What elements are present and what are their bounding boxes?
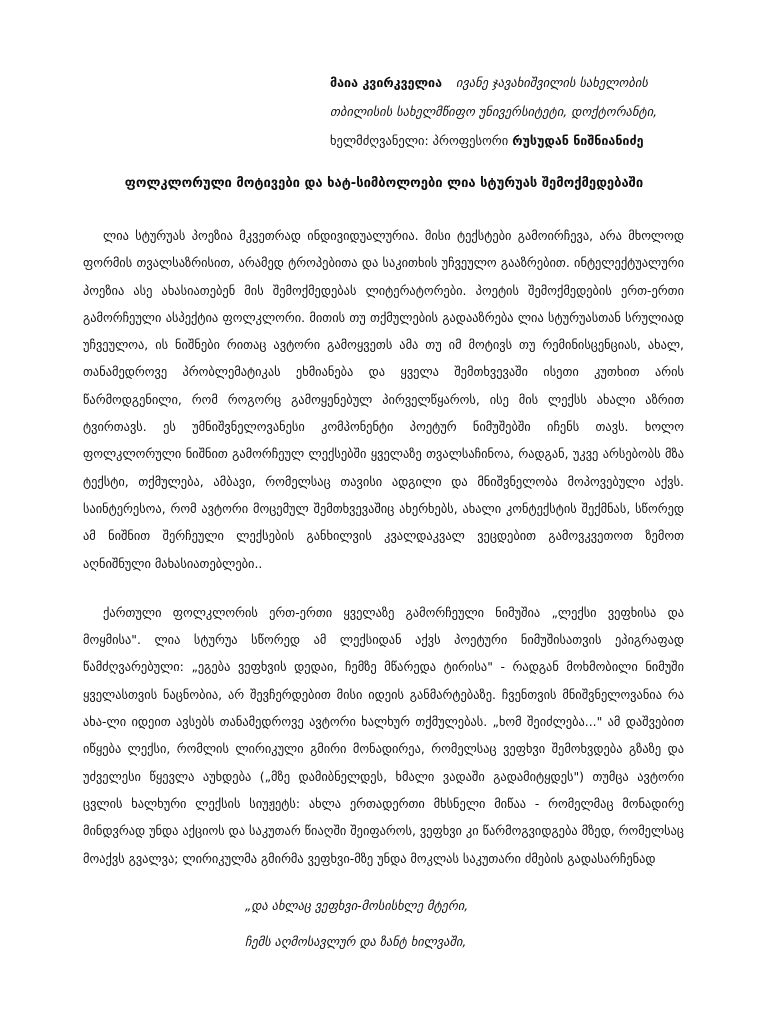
paragraph-1: ლია სტურუას პოეზია მკვეთრად ინდივიდუალურია. მისი ტექსტები გამოირჩევა, არა მხოლოდ ფორმის თვალსაზრისით, არამედ ტროპებითა და საკითხის უჩვეულო გააზრებით. ინტელექტუალური პოეზია ასე ახასიათებენ მის შემოქმედებას ლიტერატორები. პოეტის შემოქმედების ერთ-ერთი გამორჩეული ასპექტია ფოლკლორი. მითის თუ თქმულების გადააზრება ლია სტურუასთან სრულიად უჩვეულოა, ის ნიშნები რითაც ავტორი გამოყვეთს ამა თუ იმ მოტივს თუ რემინისცენციას, ახალ, თანამედროვე პრობლემატიკას ეხმიანება და ყველა შემთხვევაში ისეთი კუთხით არის წარმოდგენილი, რომ როგორც გამოყენებულ პირველწყაროს, ისე მის ლექსს ახალი აზრით ტვირთავს. ეს უმნიშვნელოვანესი კომპონენტი პოეტურ ნიმუშებში იჩენს თავს. ხოლო ფოლკლორული ნიშნით გამორჩეულ ლექსებში ყველაზე თვალსაჩინოა, რადგან, უკვე არსებობს მზა ტექსტი, თქმულება, ამბავი, რომელსაც თავისი ადგილი და მნიშვნელობა მოპოვებული აქვს. საინტერესოა, რომ ავტორი მოცემულ შემთხვევაშიც ახერხებს, ახალი კონტექსტის შექმნას, სწორედ ამ ნიშნით შერჩეული ლექსების განხილვის კვალდაკვალ ვეცდებით გამოვკვეთოთ ზემოთ აღნიშნული მახასიათებლები.. bbox=[83, 228, 684, 571]
author-info bbox=[330, 68, 700, 155]
author-name: მაია კვირკველია bbox=[330, 75, 442, 90]
author-line bbox=[330, 68, 700, 97]
poem-line-1: „და ახლაც ვეფხვი-მოსისხლე მტერი, bbox=[245, 898, 469, 913]
article-body bbox=[83, 222, 684, 872]
poem-line-2: ჩემს აღმოსავლურ და ზანტ ხილვაში, bbox=[245, 934, 467, 949]
university-name: ივანე ჯავახიშვილის სახელობის bbox=[456, 75, 648, 90]
poem-quote bbox=[245, 888, 468, 960]
supervisor-label: ხელმძღვანელი: პროფესორი bbox=[330, 133, 509, 148]
supervisor-line bbox=[330, 126, 700, 155]
paragraph-2: ქართული ფოლკლორის ერთ-ერთი ყველაზე გამორჩეული ნიმუშია „ლექსი ვეფხისა და მოყმისა". ლია სტურუა სწორედ ამ ლექსიდან აქვს პოეტური ნიმუშისათვის ეპიგრაფად წამძღვარებული: „ეგება ვეფხვის დედაი, ჩემზე მწარედა ტირისა" - რადგან მოხმობილი ნიმუში ყველასთვის ნაცნობია, არ შევჩერდებით მისი იდეის განმარტებაზე. ჩვენთვის მნიშვნელოვანია რა ახა-ლი იდეით ავსებს თანამედროვე ავტორი ხალხურ თქმულებას. „ხომ შეიძლება..." ამ დაშვებით იწყება ლექსი, რომლის ლირიკული გმირი მონადირეა, რომელსაც ვეფხვი შემოხვდება გზაზე და უძველესი წყევლა აუხდება („მზე დამიბნელდეს, ხმალი ვადაში გადამიტყდეს") თუმცა ავტორი ცვლის ხალხური ლექსის სიუჟეტს: ახლა ერთადერთი მხსნელი მიწაა - რომელმაც მონადირე მინდვრად უნდა აქციოს და საკუთარ წიაღში შეიფაროს, ვეფხვი კი წარმოგვიდგება მზედ, რომელსაც მოაქვს გვალვა; ლირიკულმა გმირმა ვეფხვი-მზე უნდა მოკლას საკუთარი ძმების გადასარჩენად bbox=[83, 604, 684, 866]
supervisor-name: რუსუდან ნიშნიანიძე bbox=[512, 133, 644, 148]
article-title: ფოლკლორული მოტივები და ხატ-სიმბოლოები ლია სტურუას შემოქმედებაში bbox=[124, 176, 644, 191]
affiliation-line: თბილისის სახელმწიფო უნივერსიტეტი, დოქტორანტი, bbox=[330, 104, 658, 119]
